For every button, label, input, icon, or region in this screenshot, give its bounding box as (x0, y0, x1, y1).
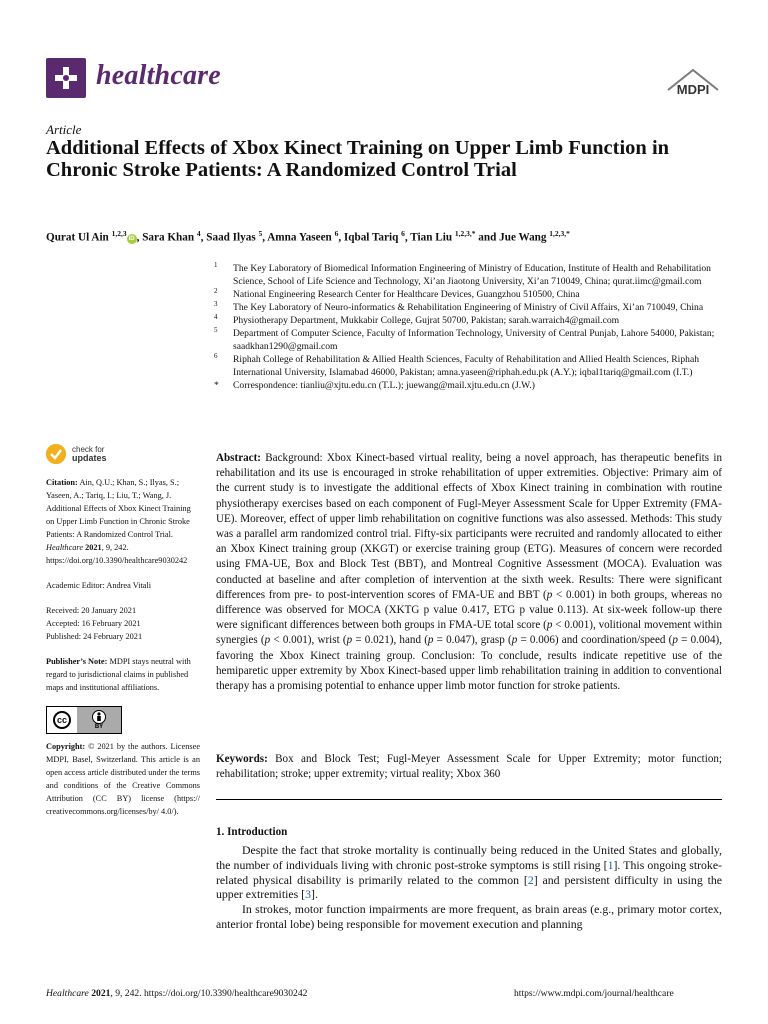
affiliation-number: 1 (214, 261, 218, 269)
check-for-updates-icon (46, 444, 66, 464)
abstract-text: = 0.021), hand ( (352, 634, 428, 647)
intro-paragraph-1: Despite the fact that stroke mortality is continually being reduced in the United States and globally, the number of individuals living with chronic post-stroke symptoms is still rising [1]. This ongoing stroke-related physical disability is primarily related to the common [2] and persistent difficulty in using the upper extremities [3]. (216, 843, 722, 902)
reference-link[interactable]: 2 (527, 872, 534, 887)
author-affiliation-marker: 1,2,3 (111, 229, 127, 238)
author-affiliation-marker: 1,2,3,* (454, 229, 476, 238)
citation (46, 476, 200, 567)
affiliation-text: The Key Laboratory of Neuro-informatics & Rehabilitation Engineering of Ministry of Civil Affairs, Xi’an 710049, China (233, 302, 704, 313)
author-separator: , (200, 231, 207, 244)
person-icon (92, 710, 106, 724)
p-value-symbol: p (511, 634, 518, 647)
affiliation-text: Riphah College of Rehabilitation & Allied Health Sciences, Faculty of Rehabilitation and Allied Health Sciences, Riphah International University, Islamabad 46000, Pakistan; amna.yaseen@riphah.edu.pk (A.Y.); iqbal1tariq@gmail.com (I.T.) (233, 354, 699, 378)
check-for-updates[interactable] (46, 444, 200, 464)
citation-year: 2021 (85, 543, 102, 552)
footer-doi[interactable]: , 9, 242. https://doi.org/10.3390/healthcare9030242 (110, 988, 308, 999)
affiliations-list (214, 262, 724, 392)
affiliation-number: 4 (214, 313, 218, 321)
article-title: Additional Effects of Xbox Kinect Training on Upper Limb Function in Chronic Stroke Patients: A Randomized Control Trial (46, 137, 670, 181)
abstract-text: = 0.006) and coordination/speed ( (517, 634, 673, 647)
affiliation-item (214, 262, 724, 288)
affiliation-number: 5 (214, 326, 218, 334)
author-name[interactable]: Qurat Ul Ain (46, 231, 109, 244)
footer-citation (46, 988, 307, 999)
footer-year: 2021 (91, 988, 111, 999)
author-name[interactable]: Amna Yaseen (267, 231, 332, 244)
keywords (216, 752, 722, 782)
abstract-text: Background: Xbox Kinect-based virtual reality, being a novel approach, has therapeutic benefits in rehabilitation and its use is encouraged in stroke rehabilitation of upper extremities. Objective: Primary aim of the current study is to investigate the additional effects of Xbox Kinect training in combination with routine physiotherapy exercises based on each component of Fugl-Meyer Assessment Scale for Upper Extremity (FMA-UE). Moreover, effect of upper limb rehabilitation on cognitive functions was also assessed. Methods: This study was a parallel arm randomized control trial. Fifty-six participants were recruited and randomly allocated to either an Xbox Kinect training group (XKGT) or exercise training group (ETG). Measures of concern were recorded using FMA-UE, Box and Block Test (BBT), and Montreal Cognitive Assessment (MOCA). Evaluation was conducted at baseline and after completion of intervention at the sixth week. Results: There were significant differences from pre- to post-intervention scores of FMA-UE and BBT ( (216, 452, 722, 601)
cc-by-icon[interactable] (46, 706, 122, 734)
affiliation-item (214, 379, 724, 392)
author-name[interactable]: Saad Ilyas (206, 231, 256, 244)
affiliation-number: 3 (214, 300, 218, 308)
affiliation-item (214, 327, 724, 353)
abstract-text: < 0.001) in both groups, whereas no difference was observed for MOCA (XKTG p value 0.417, ETG p value 0.113). At six-week follow-up there were significant differences between both groups in FMA-UE total score ( (216, 588, 722, 632)
author-name[interactable]: Tian Liu (410, 231, 453, 244)
copyright-text: © 2021 by the authors. Licensee MDPI, Basel, Switzerland. This article is an open access article distributed under the terms and conditions of the Creative Commons Attribution (CC BY) license (https:// creativecommons.org/licenses/by/ 4.0/). (46, 742, 200, 816)
footer-journal: Healthcare (46, 988, 89, 999)
affiliation-number: 6 (214, 352, 218, 360)
reference-link[interactable]: 3 (305, 887, 312, 902)
footer-journal-url[interactable]: https://www.mdpi.com/journal/healthcare (514, 988, 674, 999)
published-date: Published: 24 February 2021 (46, 632, 143, 641)
author-affiliation-marker: 1,2,3,* (549, 229, 570, 238)
affiliation-item (214, 353, 724, 379)
abstract-text: < 0.001), volitional movement within synergies ( (216, 619, 722, 647)
author-separator: , (136, 231, 143, 244)
citation-journal: Healthcare (46, 543, 84, 552)
p-value-symbol: p (546, 588, 553, 601)
author-name[interactable]: Sara Khan (142, 231, 195, 244)
keywords-label: Keywords: (216, 753, 268, 765)
reference-link[interactable]: 1 (607, 857, 614, 872)
author-separator: , (338, 231, 344, 244)
author-list (46, 226, 736, 246)
affiliation-text: The Key Laboratory of Biomedical Information Engineering of Ministry of Education, Institute of Health and Rehabilitation Science, School of Life Science and Technology, Xi’an Jiaotong University, Xi’an 710049, China; qurat.iimc@gmail.com (233, 263, 711, 287)
mdpi-text: MDPI (676, 82, 710, 97)
accepted-date: Accepted: 16 February 2021 (46, 619, 141, 628)
p-value-symbol: p (346, 634, 353, 647)
affiliation-item (214, 301, 724, 314)
updates-label: updates (72, 453, 107, 463)
author-affiliation-marker: 5 (258, 229, 263, 238)
introduction-heading: 1. Introduction (216, 826, 288, 838)
abstract-text: = 0.047), grasp ( (433, 634, 512, 647)
author-affiliation-marker: 4 (196, 229, 201, 238)
affiliation-number: 2 (214, 287, 218, 295)
academic-editor: Academic Editor: Andrea Vitali (46, 581, 152, 590)
p-value-symbol: p (546, 619, 553, 632)
healthcare-logo-icon (46, 58, 86, 98)
affiliation-item (214, 288, 724, 301)
publishers-note-label: Publisher’s Note: (46, 657, 108, 666)
p-value-symbol: p (672, 634, 678, 647)
article-type: Article (46, 122, 82, 137)
intro-paragraph-2: In strokes, motor function impairments are more frequent, as brain areas (e.g., primary motor cortex, anterior frontal lobe) being responsible for movement execution and planning (216, 902, 722, 931)
author-separator: and (475, 231, 500, 244)
abstract-label: Abstract: (216, 452, 261, 464)
by-label: BY (94, 723, 104, 730)
affiliation-text: Correspondence: tianliu@xjtu.edu.cn (T.L.); juewang@mail.xjtu.edu.cn (J.W.) (233, 380, 535, 391)
p-value-symbol: p (264, 634, 271, 647)
orcid-icon[interactable]: iD (128, 235, 135, 242)
keywords-text: Box and Block Test; Fugl-Meyer Assessment Scale for Upper Extremity; motor function; rehabilitation; stroke; upper extremity; virtual reality; Xbox 360 (216, 753, 722, 781)
publishers-note-text: MDPI stays neutral with regard to jurisdictional claims in published maps and institutional affiliations. (46, 657, 191, 692)
affiliation-number: * (214, 380, 219, 391)
author-affiliation-marker: 6 (401, 229, 405, 238)
affiliation-item (214, 314, 724, 327)
sidebar (46, 444, 200, 830)
author-name[interactable]: Iqbal Tariq (343, 231, 399, 244)
author-separator: , (262, 231, 268, 244)
abstract-text: = 0.004), favoring the Xbox Kinect training group. Conclusion: To conclude, results indicate repetitive use of the hemiparetic upper extremity by Xbox Kinect-based upper limb rehabilitation training in addition to conventional therapy has a promising potential to enhance upper limb motor function for stroke patients. (216, 634, 722, 693)
abstract-text: < 0.001), wrist ( (270, 634, 347, 647)
citation-label: Citation: (46, 478, 78, 487)
author-affiliation-marker: 6 (334, 229, 339, 238)
publishers-note (46, 655, 200, 694)
affiliation-text: Department of Computer Science, Faculty of Information Technology, University of Central Punjab, Lahore 54000, Pakistan; saadkhan1290@gmail.com (233, 328, 715, 352)
mdpi-logo-icon[interactable] (664, 64, 722, 100)
received-date: Received: 20 January 2021 (46, 606, 137, 615)
introduction-body (216, 843, 722, 932)
check-for-label: check for (72, 445, 105, 454)
affiliation-text: National Engineering Research Center for Healthcare Devices, Guangzhou 510500, China (233, 289, 580, 300)
journal-name[interactable]: healthcare (96, 60, 221, 91)
cc-circle-icon: cc (53, 711, 71, 729)
citation-text: Ain, Q.U.; Khan, S.; Ilyas, S.; Yaseen, A.; Tariq, I.; Liu, T.; Wang, J. Additional Effects of Xbox Kinect Training on Upper Limb Function in Chronic Stroke Patients: A Randomized Control Trial. (46, 478, 191, 539)
copyright-label: Copyright: (46, 742, 86, 751)
section-divider (216, 799, 722, 800)
copyright (46, 740, 200, 818)
abstract (216, 451, 722, 694)
author-name[interactable]: Jue Wang (499, 231, 547, 244)
affiliation-text: Physiotherapy Department, Mukkabir College, Gujrat 50700, Pakistan; sarah.warraich4@gmail.com (233, 315, 620, 326)
citation-volume-doi[interactable]: , 9, 242. https://doi.org/10.3390/healthcare9030242 (46, 543, 188, 565)
author-separator: , (404, 231, 411, 244)
p-value-symbol: p (427, 634, 434, 647)
